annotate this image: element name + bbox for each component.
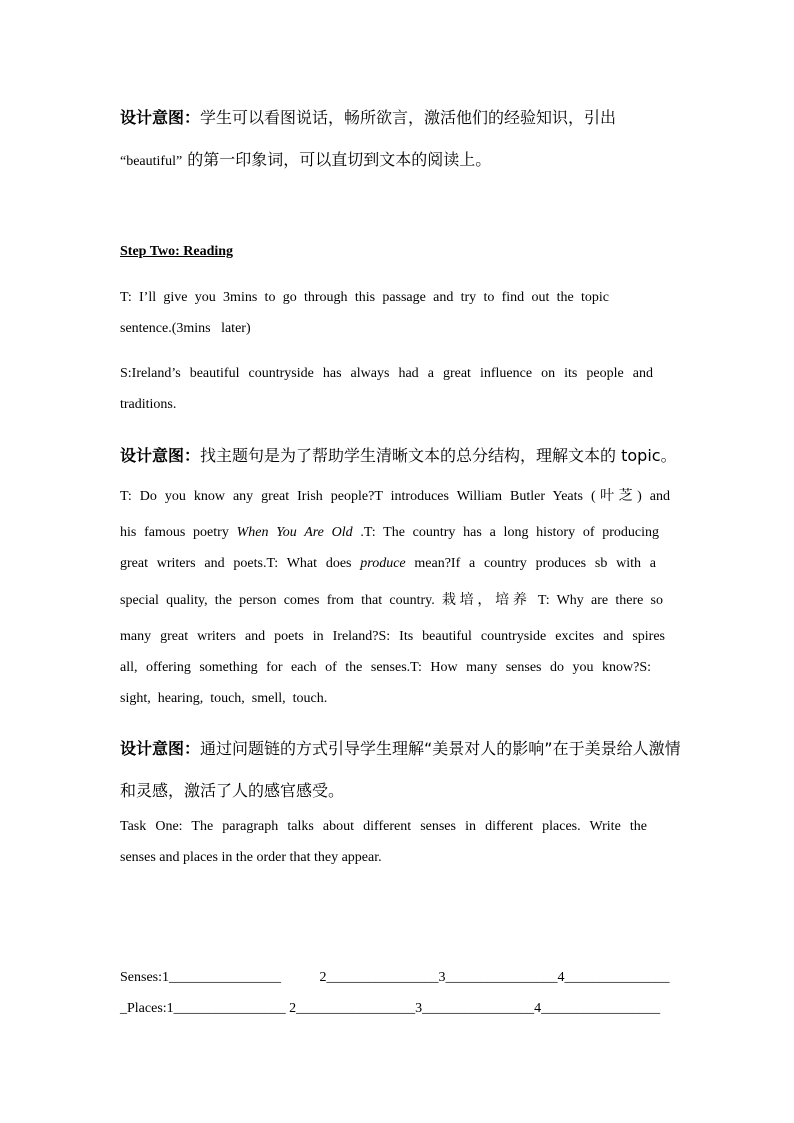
design-intent-3-line-1 xyxy=(120,739,681,759)
beautiful-quote: “beautiful” xyxy=(120,154,183,169)
design-intent-label: 设计意图： xyxy=(120,446,201,465)
dialogue-line-7: sight, hearing, touch, smell, touch. xyxy=(120,691,328,706)
dialogue-line-1: T: Do you know any great Irish people?T introduces William Butler Yeats (叶芝) and xyxy=(120,489,670,504)
design-intent-label: 设计意图： xyxy=(120,108,201,127)
design-intent-label: 设计意图： xyxy=(120,739,201,758)
student-answer-line-2: traditions. xyxy=(120,397,177,412)
dialogue-text: great writers and poets.T: What does xyxy=(120,556,361,571)
dialogue-text: his famous poetry xyxy=(120,525,237,540)
design-intent-2-line xyxy=(120,446,677,466)
keyword-produce: produce xyxy=(360,556,406,571)
step-two-heading: Step Two: Reading xyxy=(120,244,234,259)
dialogue-line-2 xyxy=(120,523,659,543)
dialogue-line-3 xyxy=(120,554,656,574)
design-intent-text: 学生可以看图说话，畅所欲言，激活他们的经验知识，引出 xyxy=(200,108,617,127)
teacher-instruction-line-1: T: I’ll give you 3mins to go through this passage and try to find out the topic xyxy=(120,290,609,305)
poem-title: When You Are Old xyxy=(236,525,353,540)
dialogue-line-6: all, offering something for each of the senses.T: How many senses do you know?S: xyxy=(120,660,651,675)
design-intent-3-line-2: 和灵感，激活了人的感官感受。 xyxy=(120,781,345,800)
senses-answer-row: Senses:1________________ 2________________3________________4_______________ xyxy=(120,970,670,985)
task-one-line-2: senses and places in the order that they appear. xyxy=(120,850,382,865)
teacher-instruction-line-2: sentence.(3mins later) xyxy=(120,321,251,336)
task-one-line-1: Task One: The paragraph talks about different senses in different places. Write the xyxy=(120,819,647,834)
design-intent-text: 找主题句是为了帮助学生清晰文本的总分结构，理解文本的 topic。 xyxy=(200,446,677,465)
student-answer-line-1: S:Ireland’s beautiful countryside has always had a great influence on its people and xyxy=(120,366,653,381)
design-intent-1-line-1 xyxy=(120,108,616,128)
dialogue-text: mean?If a country produces sb with a xyxy=(405,556,656,571)
dialogue-text: .T: The country has a long history of producing xyxy=(352,525,660,540)
design-intent-1-line-2 xyxy=(120,150,491,170)
design-intent-text: 通过问题链的方式引导学生理解“美景对人的影响”在于美景给人激情 xyxy=(200,739,681,758)
places-answer-row: _Places:1________________ 2_________________3________________4_________________ xyxy=(120,1001,661,1016)
dialogue-line-5: many great writers and poets in Ireland?S: Its beautiful countryside excites and spires xyxy=(120,629,665,644)
design-intent-continuation: 的第一印象词，可以直切到文本的阅读上。 xyxy=(182,150,492,169)
dialogue-line-4: special quality, the person comes from that country. 栽培，培养 T: Why are there so xyxy=(120,593,663,608)
